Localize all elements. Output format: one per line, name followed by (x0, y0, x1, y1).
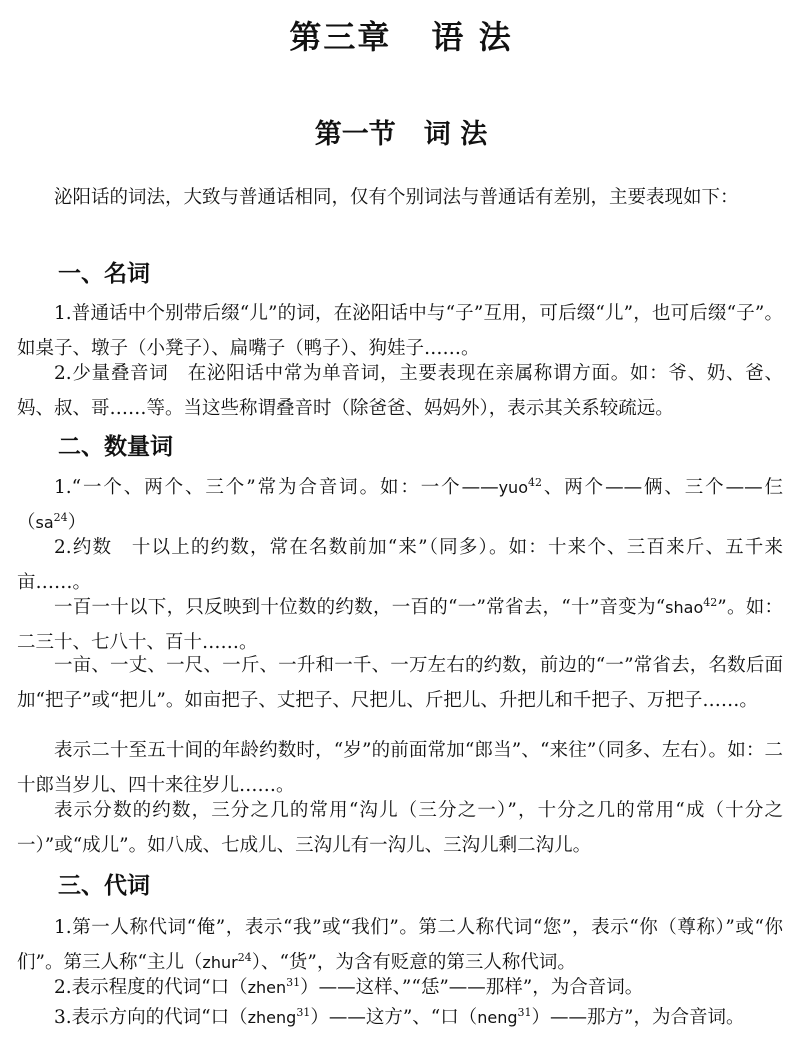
paragraph-nouns-1: 1.普通话中个别带后缀“儿”的词，在泌阳话中与“子”互用，可后缀“儿”，也可后缀“子”。如桌子、墩子（小凳子）、扁嘴子（鸭子）、狗娃子……。 (17, 303, 783, 359)
paragraph-numerals-2: 2.约数 十以上的约数，常在名数前加“来”（同多）。如：十来个、三百来斤、五千来亩……。 (17, 537, 783, 593)
paragraph-numerals-5: 表示二十至五十间的年龄约数时，“岁”的前面常加“郎当”、“来往”（同多、左右）。如：二十郎当岁儿、四十来往岁儿……。 (17, 740, 783, 796)
section-number: 第一节 (314, 119, 396, 150)
chapter-title (0, 12, 802, 58)
chapter-name: 语 法 (431, 18, 513, 56)
section-name: 词 法 (423, 119, 488, 150)
heading-pronouns: 三、代词 (58, 873, 150, 899)
paragraph-pronouns-2: 2.表示程度的代词“口（zhen$^{31}$）——这样、”“恁”——那样”，为合音词。 (54, 975, 644, 998)
paragraph-numerals-3: 一百一十以下，只反映到十位数的约数，一百的“一”常省去，“十”音变为“shao$^{42}$”。如：二三十、七八十、百十……。 (17, 595, 783, 653)
paragraph-numerals-4: 一亩、一丈、一尺、一斤、一升和一千、一万左右的约数，前边的“一”常省去，名数后面加“把子”或“把儿”。如亩把子、丈把子、尺把儿、斤把儿、升把儿和千把子、万把子……。 (17, 655, 783, 711)
chapter-number: 第三章 (289, 18, 392, 56)
paragraph-numerals-6: 表示分数的约数，三分之几的常用“沟儿（三分之一）”，十分之几的常用“成（十分之一）”或“成儿”。如八成、七成儿、三沟儿有一沟儿、三沟儿剩二沟儿。 (17, 800, 783, 856)
intro-paragraph: 泌阳话的词法，大致与普通话相同，仅有个别词法与普通话有差别，主要表现如下： (54, 187, 739, 208)
heading-nouns: 一、名词 (58, 261, 150, 287)
section-title (0, 112, 802, 151)
heading-numerals: 二、数量词 (58, 434, 173, 460)
paragraph-nouns-2: 2.少量叠音词 在泌阳话中常为单音词，主要表现在亲属称谓方面。如：爷、奶、爸、妈、叔、哥……等。当这些称谓叠音时（除爸爸、妈妈外），表示其关系较疏远。 (17, 363, 783, 419)
paragraph-pronouns-3: 3.表示方向的代词“口（zheng$^{31}$）——这方”、“口（neng$^{31}$）——那方”，为合音词。 (54, 1005, 745, 1028)
paragraph-pronouns-1: 1.第一人称代词“俺”，表示“我”或“我们”。第二人称代词“您”，表示“你（尊称）”或“你们”。第三人称“主儿（zhur$^{24}$）、“货”，为含有贬意的第三人称代词。 (17, 917, 783, 973)
paragraph-numerals-1: 1.“一个、两个、三个”常为合音词。如：一个——yuo$^{42}$、两个——俩、三个——仨$(sa^{24})$ (17, 475, 783, 533)
